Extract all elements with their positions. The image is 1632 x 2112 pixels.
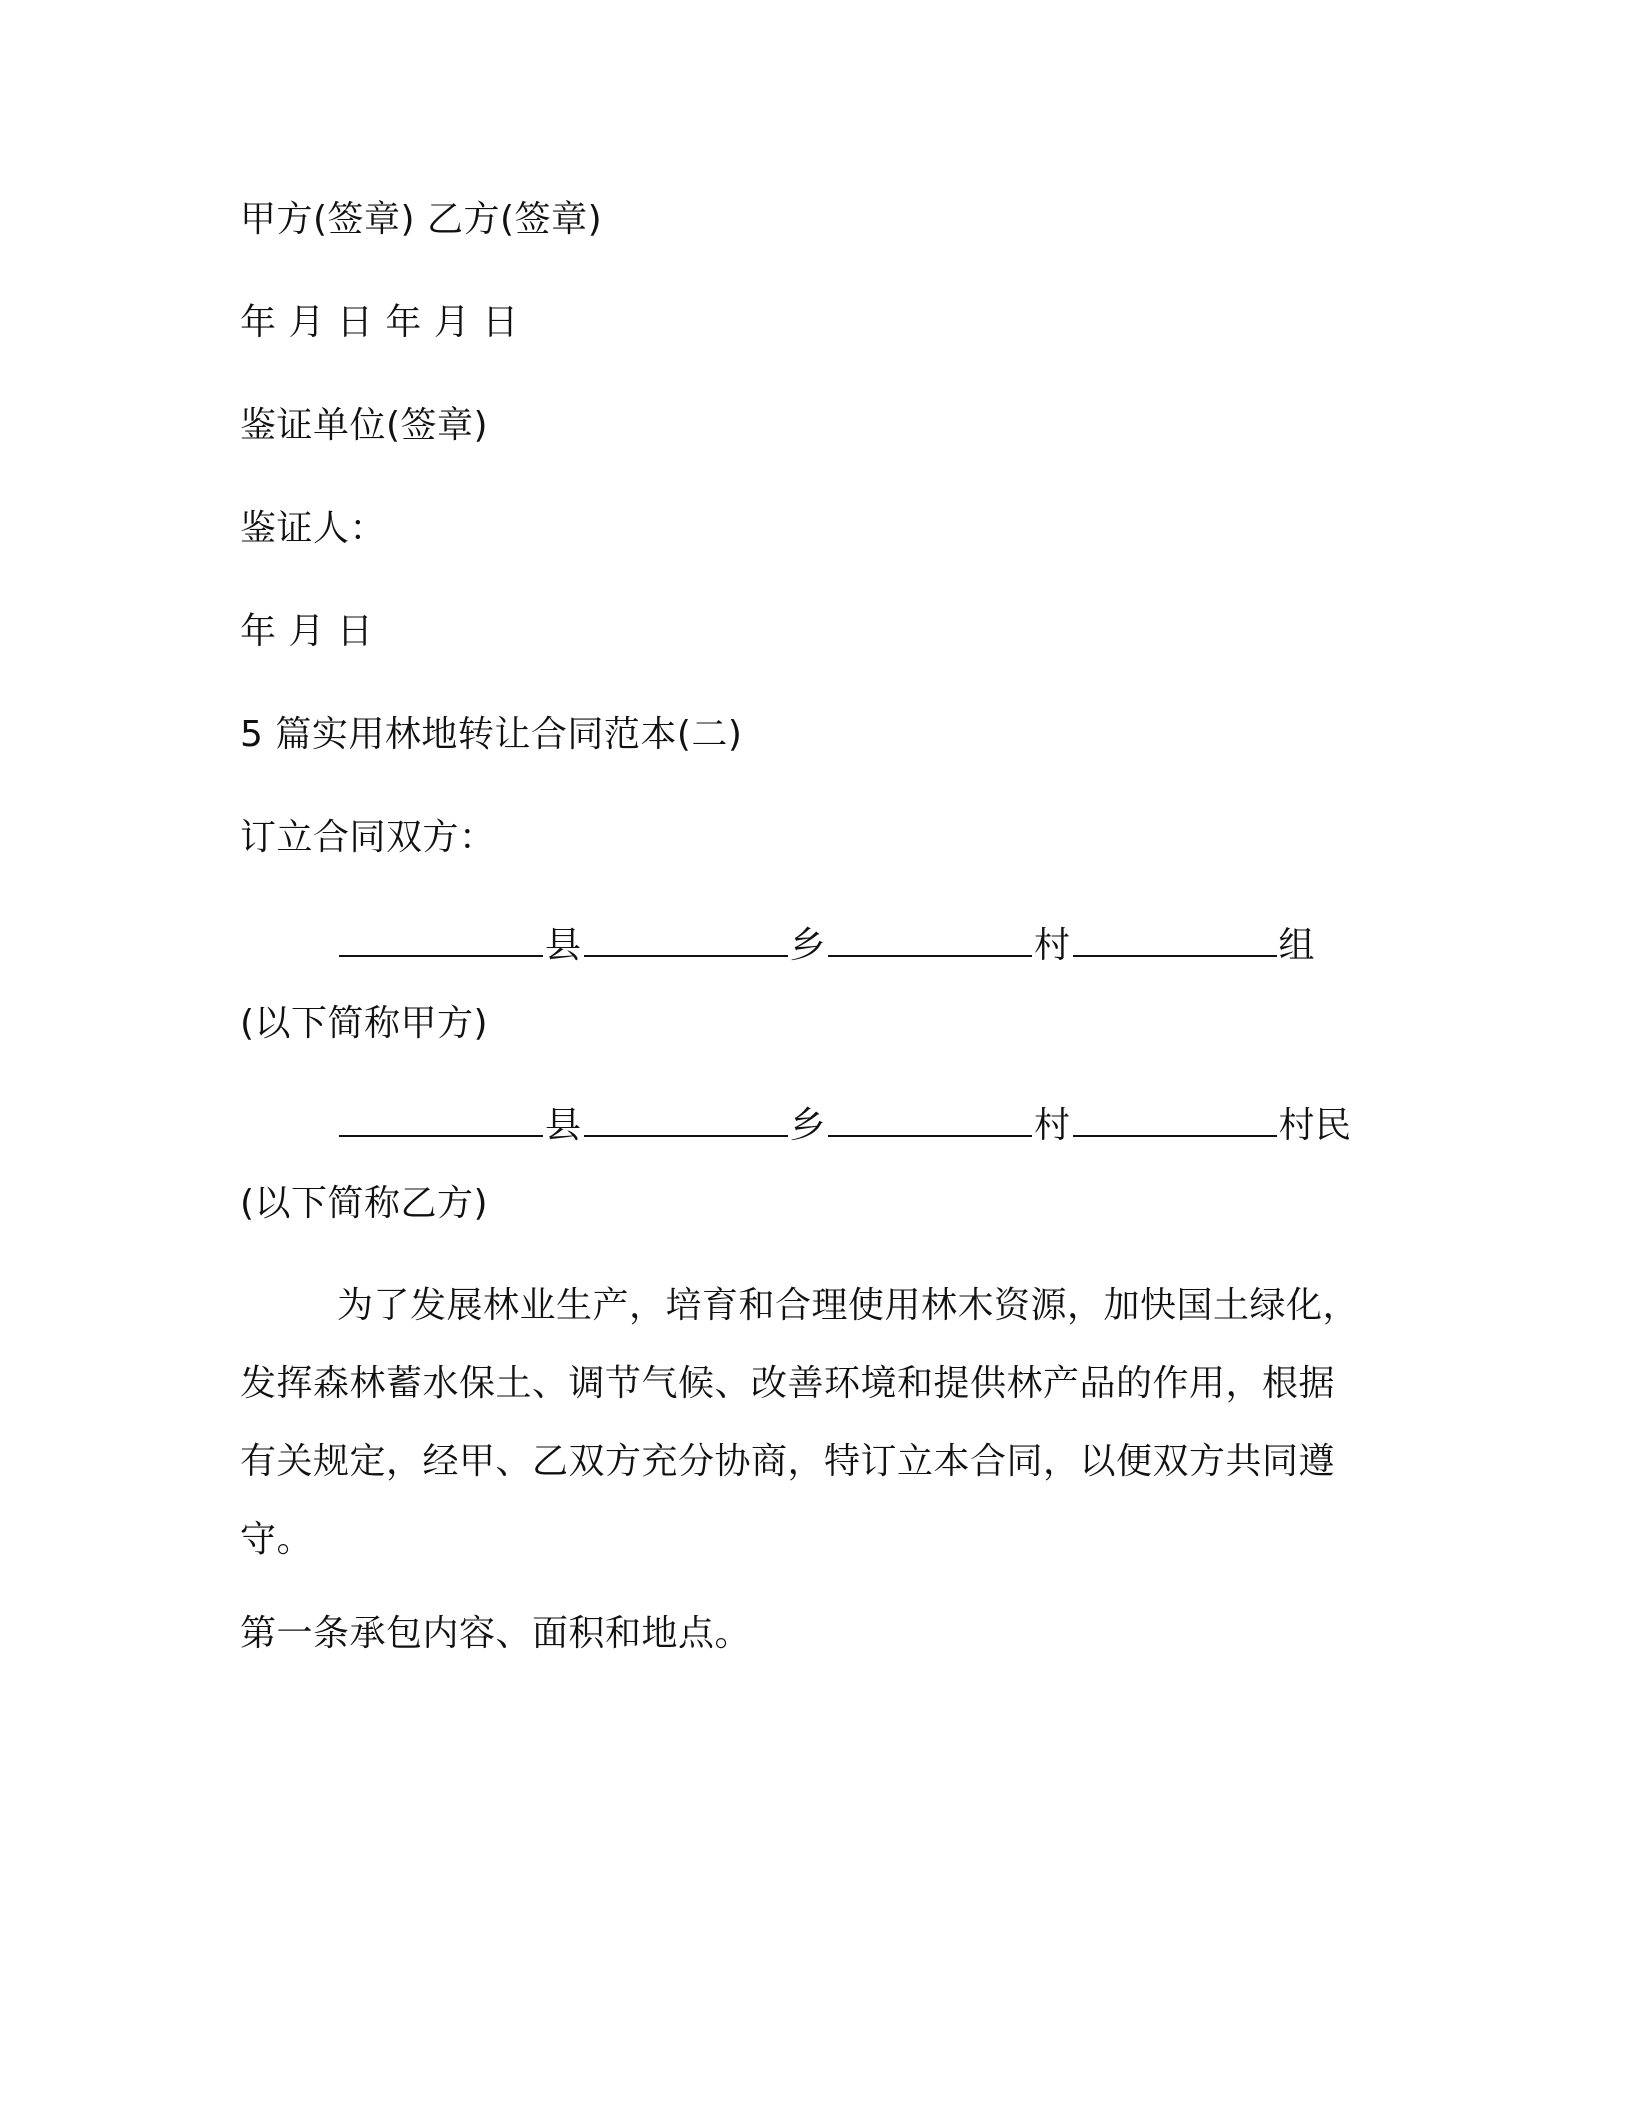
parties-heading: 订立合同双方： <box>240 817 496 858</box>
blank-field <box>584 1105 788 1137</box>
party-b-village: 村 <box>1034 1105 1071 1146</box>
blank-field <box>828 925 1032 957</box>
party-b-county: 县 <box>545 1105 582 1146</box>
notary-date: 年 月 日 <box>240 611 374 652</box>
blank-field <box>1073 1105 1277 1137</box>
party-b-line <box>240 1087 1364 1243</box>
party-a-county: 县 <box>545 925 582 966</box>
blank-field <box>828 1105 1032 1137</box>
party-a-township: 乡 <box>789 925 827 966</box>
notary-unit: 鉴证单位(签章) <box>240 405 489 446</box>
party-b-tail: 村民(以下简称乙方) <box>240 1105 1352 1224</box>
signature-parties: 甲方(签章) 乙方(签章) <box>240 199 603 240</box>
notary-person: 鉴证人： <box>240 508 387 549</box>
party-a-tail: 组(以下简称甲方) <box>240 925 1316 1044</box>
party-b-township: 乡 <box>789 1105 827 1146</box>
preamble-paragraph: 为了发展林业生产，培育和合理使用林木资源，加快国土绿化，发挥森林蓄水保土、调节气候、改善环境和提供林产品的作用，根据有关规定，经甲、乙双方充分协商，特订立本合同，以便双方共同遵守。 <box>240 1285 1360 1560</box>
blank-field <box>339 925 543 957</box>
signature-dates: 年 月 日 年 月 日 <box>240 302 519 343</box>
blank-field <box>1073 925 1277 957</box>
contract-title: 5 篇实用林地转让合同范本(二) <box>240 714 743 755</box>
blank-field <box>339 1105 543 1137</box>
party-a-village: 村 <box>1034 925 1071 966</box>
article-1-heading: 第一条承包内容、面积和地点。 <box>240 1613 752 1654</box>
blank-field <box>584 925 788 957</box>
party-a-line <box>240 907 1364 1063</box>
